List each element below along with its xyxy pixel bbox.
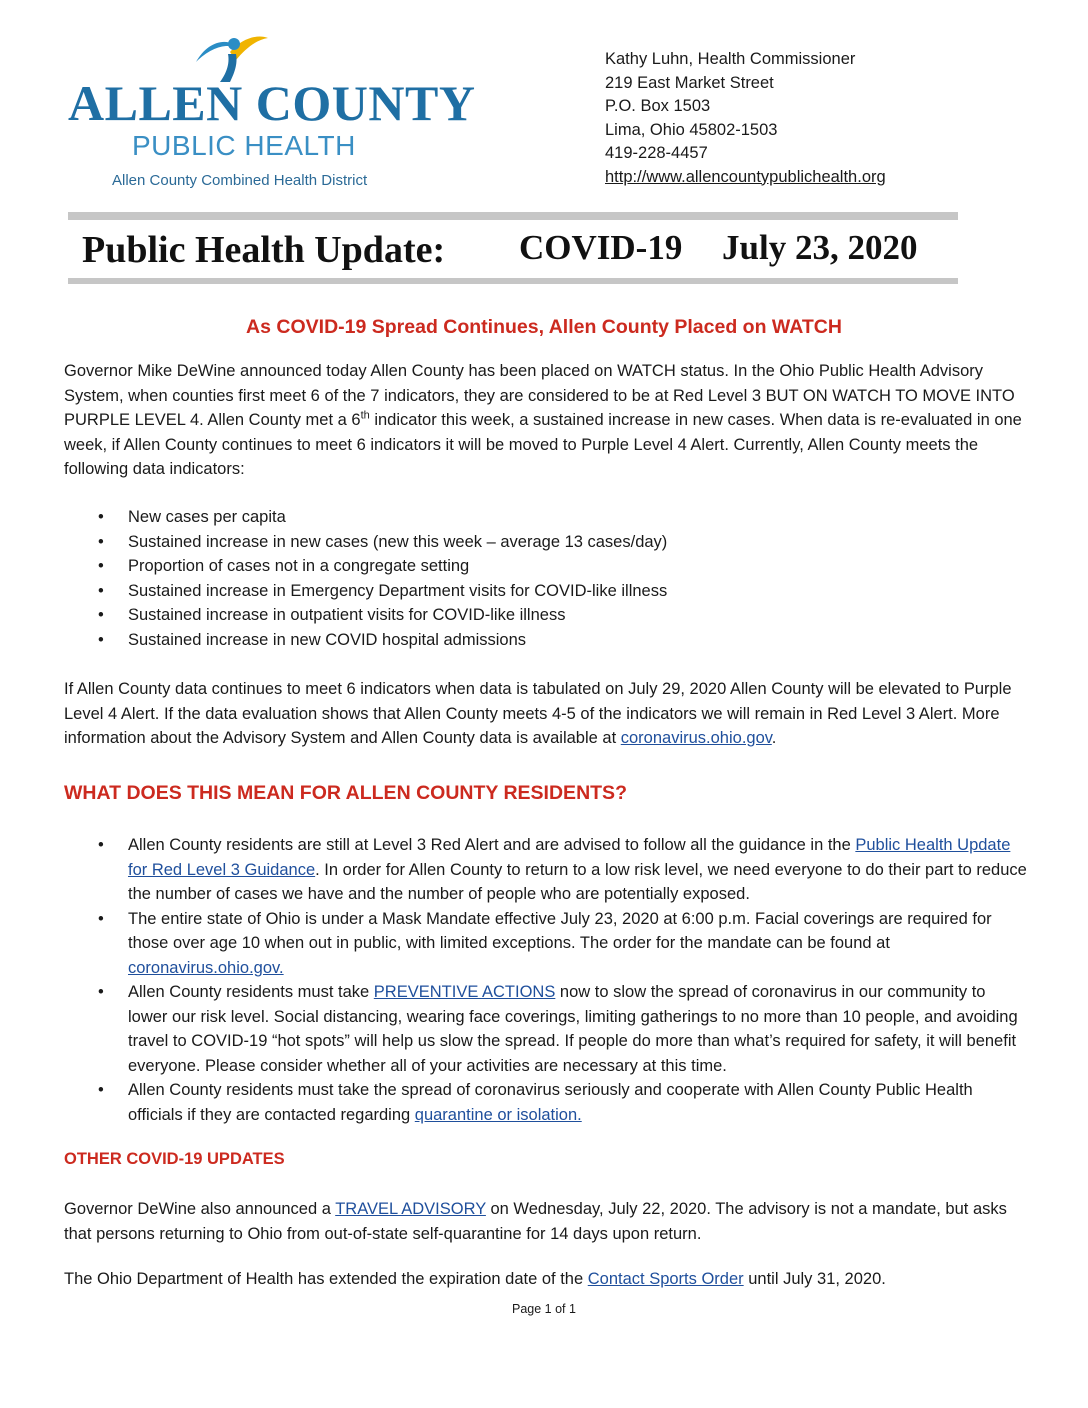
po-box: P.O. Box 1503: [605, 97, 711, 115]
list-item-text: The entire state of Ohio is under a Mask Mandate effective July 23, 2020 at 6:00 p.m. Facial coverings are required for those over age 10 when out in public, with limited exceptions. The order for the mandate can be found at: [128, 909, 992, 952]
indicator-list: [64, 505, 1029, 652]
title-topic: COVID-19: [519, 228, 683, 267]
bullet-icon: •: [98, 836, 104, 854]
list-item-text: Proportion of cases not in a congregate setting: [128, 557, 470, 575]
quarantine-isolation-link[interactable]: quarantine or isolation.: [414, 1105, 582, 1124]
list-item-text: now to slow the spread of coronavirus in our community to lower our risk level. Social distancing, wearing face coverings, limiting gatherings to no more than 10 people, and avoiding travel to COVID-19 “hot spots” will help us slow the spread. If people do more than what’s required for safety, it will benefit everyone. Please consider whether all of your activities are necessary at this time.: [128, 983, 1018, 1075]
intro-paragraph: [64, 359, 1029, 482]
list-item-text: . In order for Allen County to return to a low risk level, we need everyone to do their part to reduce the number of cases we have and the number of people who are potentially exposed.: [128, 860, 1027, 903]
title-bar-bottom: [68, 278, 958, 284]
section-heading-updates: OTHER COVID-19 UPDATES: [64, 1150, 285, 1168]
paragraph-text: Governor DeWine also announced a: [64, 1200, 336, 1218]
bullet-icon: •: [98, 532, 104, 551]
contact-sports-paragraph: [64, 1267, 1029, 1292]
coronavirus-link[interactable]: coronavirus.ohio.gov: [620, 729, 772, 747]
bullet-icon: •: [98, 557, 104, 575]
list-item: [64, 554, 1029, 579]
red-level-guidance-link[interactable]: Public Health Update for Red Level 3 Guidance: [128, 836, 1011, 879]
followup-end: .: [771, 729, 777, 747]
paragraph-text: on Wednesday, July 22, 2020. The advisory is not a mandate, but asks that persons returning to Ohio from out-of-state self-quarantine for 14 days upon return.: [64, 1200, 1007, 1243]
list-item: [64, 907, 1029, 981]
title-main: Public Health Update:: [82, 229, 446, 271]
website-link[interactable]: http://www.allencountypublichealth.org: [605, 167, 886, 186]
travel-advisory-paragraph: [64, 1197, 1029, 1246]
list-item-text: Allen County residents must take: [128, 983, 374, 1001]
travel-advisory-link[interactable]: TRAVEL ADVISORY: [335, 1200, 486, 1218]
intro-text-1: Governor Mike DeWine announced today Allen County has been placed on WATCH status. In the Ohio Public Health Advisory System, when counties first meet 6 of the 7 indicators, they are considered to be at Red Level 3 BUT ON WATCH TO MOVE INTO PURPLE LEVEL 4. Allen County met a 6: [64, 362, 1015, 429]
list-item: [64, 530, 1029, 555]
followup-paragraph: [64, 677, 1029, 751]
page-title: [82, 224, 952, 276]
street-address: 219 East Market Street: [605, 73, 774, 92]
bullet-icon: •: [98, 581, 104, 600]
title-date: July 23, 2020: [722, 228, 918, 267]
headline: As COVID-19 Spread Continues, Allen County Placed on WATCH: [246, 316, 842, 338]
list-item-text: Allen County residents are still at Level 3 Red Alert and are advised to follow all the guidance in the: [128, 836, 856, 854]
list-item: [64, 628, 1029, 653]
list-item: [64, 1078, 1029, 1127]
bullet-icon: •: [98, 1081, 104, 1099]
list-item-text: Allen County residents must take the spread of coronavirus seriously and cooperate with Allen County Public Health officials if they are contacted regarding: [128, 1081, 973, 1124]
list-item: [64, 579, 1029, 604]
logo-subtitle: PUBLIC HEALTH: [132, 130, 356, 161]
mask-mandate-link[interactable]: coronavirus.ohio.gov.: [128, 958, 284, 977]
preventive-actions-link[interactable]: PREVENTIVE ACTIONS: [373, 983, 556, 1001]
logo-name: ALLEN COUNTY: [68, 75, 476, 131]
bullet-icon: •: [98, 630, 104, 649]
list-item: [64, 603, 1029, 628]
commissioner-name: Kathy Luhn, Health Commissioner: [605, 50, 856, 68]
contact-block: [605, 48, 886, 189]
list-item-text: Sustained increase in Emergency Department visits for COVID-like illness: [128, 581, 668, 600]
list-item: [64, 505, 1029, 530]
contact-sports-order-link[interactable]: Contact Sports Order: [587, 1270, 744, 1288]
title-bar-top: [68, 212, 958, 220]
bullet-icon: •: [98, 508, 104, 526]
logo: [60, 32, 476, 197]
intro-superscript: th: [360, 409, 370, 422]
list-item-text: Sustained increase in new cases (new this week – average 13 cases/day): [128, 532, 668, 551]
paragraph-text: until July 31, 2020.: [743, 1270, 886, 1288]
list-item-text: Sustained increase in outpatient visits for COVID-like illness: [128, 606, 566, 624]
followup-text: If Allen County data continues to meet 6 indicators when data is tabulated on July 29, 2020 Allen County will be elevated to Purple Level 4 Alert. If the data evaluation shows that Allen County meets 4-5 of the indicators we will remain in Red Level 3 Alert. More information about the Advisory System and Allen County data is available at: [64, 680, 1012, 747]
section-heading-residents: WHAT DOES THIS MEAN FOR ALLEN COUNTY RESIDENTS?: [64, 782, 627, 804]
paragraph-text: The Ohio Department of Health has extended the expiration date of the: [64, 1270, 588, 1288]
list-item-text: New cases per capita: [128, 508, 286, 526]
intro-text-2: indicator this week, a sustained increase in new cases. When data is re-evaluated in one week, if Allen County continues to meet 6 indicators it will be moved to Purple Level 4 Alert. Currently, Allen County meets the following data indicators:: [64, 411, 1022, 478]
bullet-icon: •: [98, 909, 104, 928]
phone-number: 419-228-4457: [605, 144, 708, 162]
bullet-icon: •: [98, 606, 104, 624]
city-state-zip: Lima, Ohio 45802-1503: [605, 120, 778, 139]
list-item: [64, 833, 1029, 907]
page-number: Page 1 of 1: [512, 1302, 576, 1316]
residents-list: [64, 833, 1029, 1127]
list-item: [64, 980, 1029, 1078]
bullet-icon: •: [98, 983, 104, 1001]
list-item-text: Sustained increase in new COVID hospital admissions: [128, 630, 527, 649]
logo-district: Allen County Combined Health District: [112, 172, 368, 189]
